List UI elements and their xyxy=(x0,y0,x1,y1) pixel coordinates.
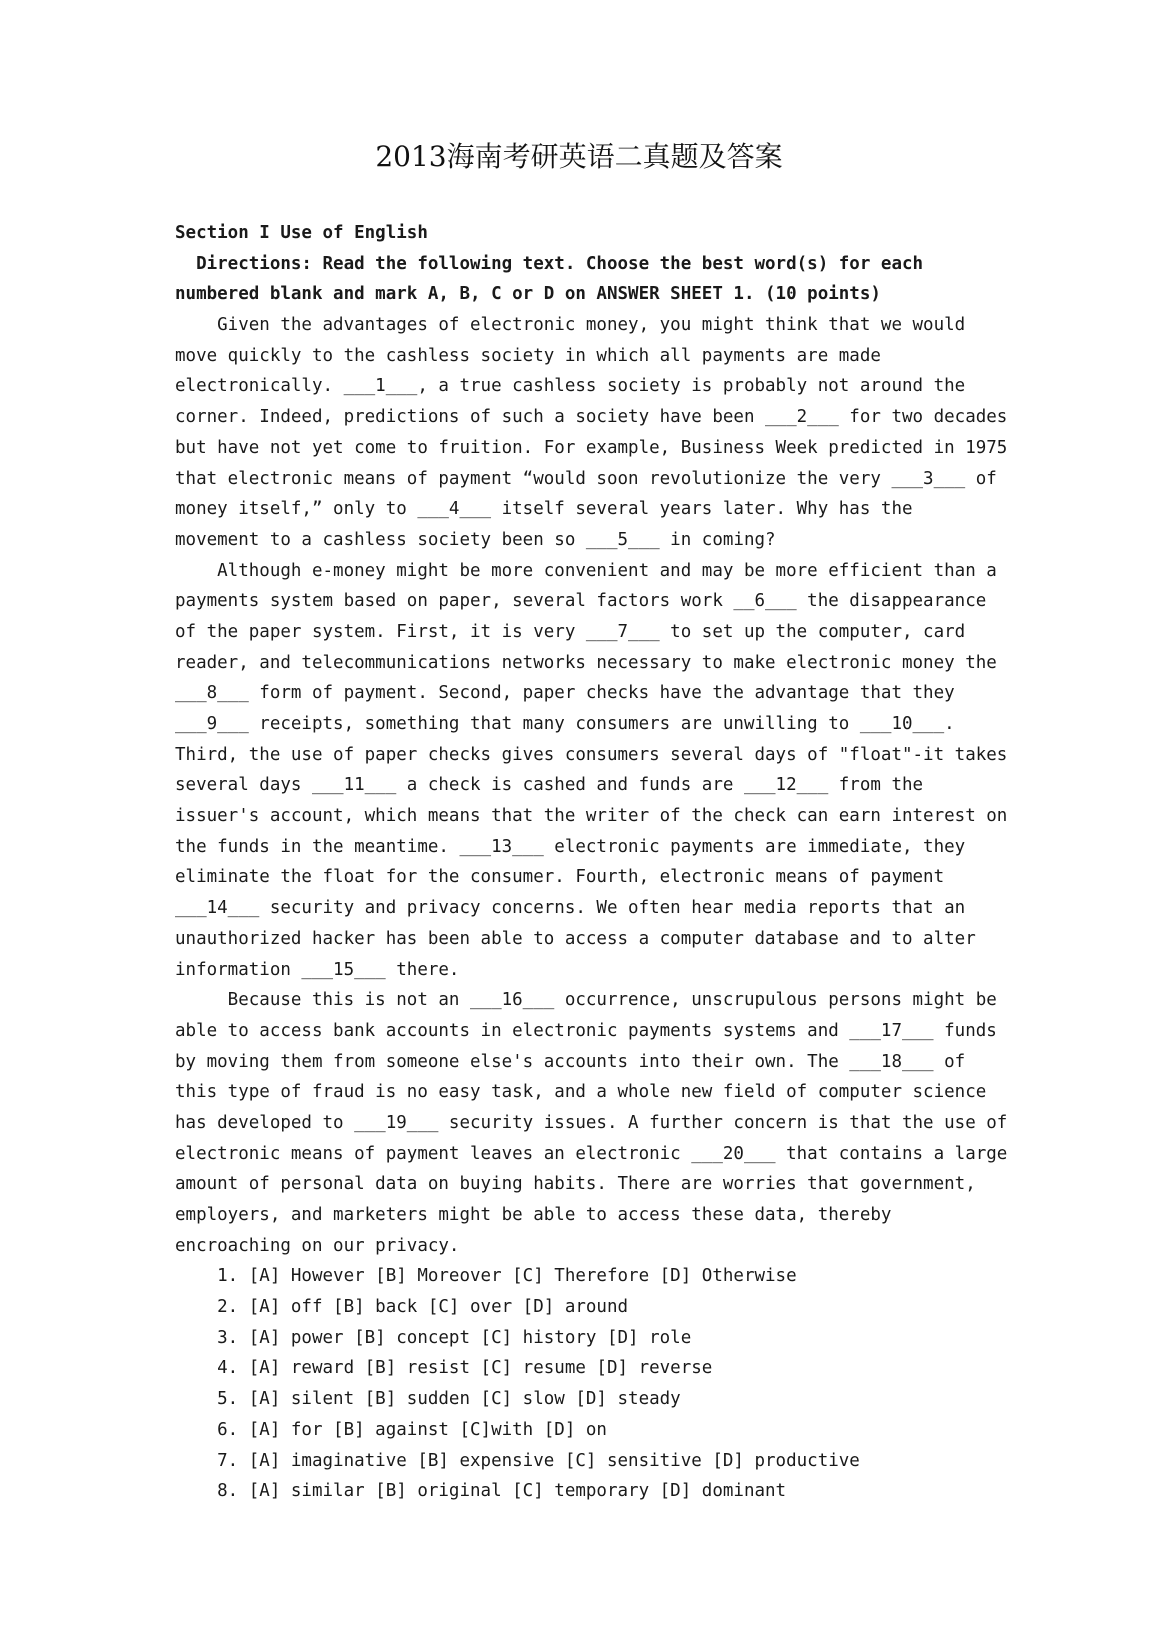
passage-line: employers, and marketers might be able to access these data, thereby xyxy=(175,1205,892,1225)
document-body xyxy=(175,218,1008,1507)
passage-line: payments system based on paper, several factors work __6___ the disappearance xyxy=(175,591,987,612)
passage-line: by moving them from someone else's accounts into their own. The ___18___ of xyxy=(175,1051,966,1072)
passage-line: has developed to ___19___ security issues. A further concern is that the use of xyxy=(175,1112,1008,1133)
passage-line: encroaching on our privacy. xyxy=(175,1235,460,1256)
passage-line: able to access bank accounts in electronic payments systems and ___17___ funds xyxy=(175,1020,997,1041)
passage-line: Although e-money might be more convenient and may be more efficient than a xyxy=(175,560,997,581)
passage-line: ___14___ security and privacy concerns. We often hear media reports that an xyxy=(175,898,966,919)
option-item: 5. [A] silent [B] sudden [C] slow [D] steady xyxy=(175,1389,681,1410)
passage-line: information ___15___ there. xyxy=(175,959,460,980)
option-item: 1. [A] However [B] Moreover [C] Therefore [D] Otherwise xyxy=(175,1266,797,1287)
passage-line: movement to a cashless society been so ___5___ in coming? xyxy=(175,529,776,550)
directions-line: Directions: Read the following text. Choose the best word(s) for each xyxy=(175,253,924,274)
passage-line: ___9___ receipts, something that many consumers are unwilling to ___10___. xyxy=(175,714,955,734)
passage-line: electronically. ___1___, a true cashless society is probably not around the xyxy=(175,376,966,397)
passage-line: that electronic means of payment “would soon revolutionize the very ___3___ of xyxy=(175,468,997,489)
passage-line: move quickly to the cashless society in which all payments are made xyxy=(175,345,881,366)
page-title: 2013海南考研英语二真题及答案 xyxy=(375,140,783,173)
passage-line: eliminate the float for the consumer. Fourth, electronic means of payment xyxy=(175,867,945,888)
passage-line: of the paper system. First, it is very ___7___ to set up the computer, card xyxy=(175,621,966,642)
passage-line: corner. Indeed, predictions of such a society have been ___2___ for two decades xyxy=(175,407,1008,428)
answer-options xyxy=(175,1261,985,1507)
passage-line: several days ___11___ a check is cashed and funds are ___12___ from the xyxy=(175,775,924,796)
passage-line: ___8___ form of payment. Second, paper checks have the advantage that they xyxy=(175,683,955,704)
passage-line: Because this is not an ___16___ occurrence, unscrupulous persons might be xyxy=(175,990,997,1011)
option-item: 3. [A] power [B] concept [C] history [D] role xyxy=(175,1327,692,1348)
passage-line: reader, and telecommunications networks necessary to make electronic money the xyxy=(175,652,997,673)
directions-line: numbered blank and mark A, B, C or D on ANSWER SHEET 1. (10 points) xyxy=(175,284,881,305)
option-item: 7. [A] imaginative [B] expensive [C] sensitive [D] productive xyxy=(175,1450,860,1471)
section-heading: Section I Use of English xyxy=(175,223,428,243)
passage-line: the funds in the meantime. ___13___ electronic payments are immediate, they xyxy=(175,836,966,857)
passage-line: electronic means of payment leaves an electronic ___20___ that contains a large xyxy=(175,1143,1008,1164)
passage-line: issuer's account, which means that the writer of the check can earn interest on xyxy=(175,806,1008,827)
passage-line: this type of fraud is no easy task, and a whole new field of computer science xyxy=(175,1082,987,1103)
passage-line: money itself,” only to ___4___ itself several years later. Why has the xyxy=(175,499,913,520)
option-item: 4. [A] reward [B] resist [C] resume [D] reverse xyxy=(175,1358,713,1379)
passage xyxy=(175,310,1008,1261)
passage-line: but have not yet come to fruition. For example, Business Week predicted in 1975 xyxy=(175,437,1008,458)
option-item: 2. [A] off [B] back [C] over [D] around xyxy=(175,1297,629,1318)
passage-line: unauthorized hacker has been able to access a computer database and to alter xyxy=(175,928,976,949)
option-item: 6. [A] for [B] against [C]with [D] on xyxy=(175,1419,607,1440)
passage-line: Given the advantages of electronic money, you might think that we would xyxy=(175,315,966,336)
passage-line: amount of personal data on buying habits. There are worries that government, xyxy=(175,1174,976,1195)
passage-line: Third, the use of paper checks gives consumers several days of "float"-it takes xyxy=(175,744,1008,765)
directions xyxy=(175,249,985,310)
option-item: 8. [A] similar [B] original [C] temporary [D] dominant xyxy=(175,1481,787,1502)
